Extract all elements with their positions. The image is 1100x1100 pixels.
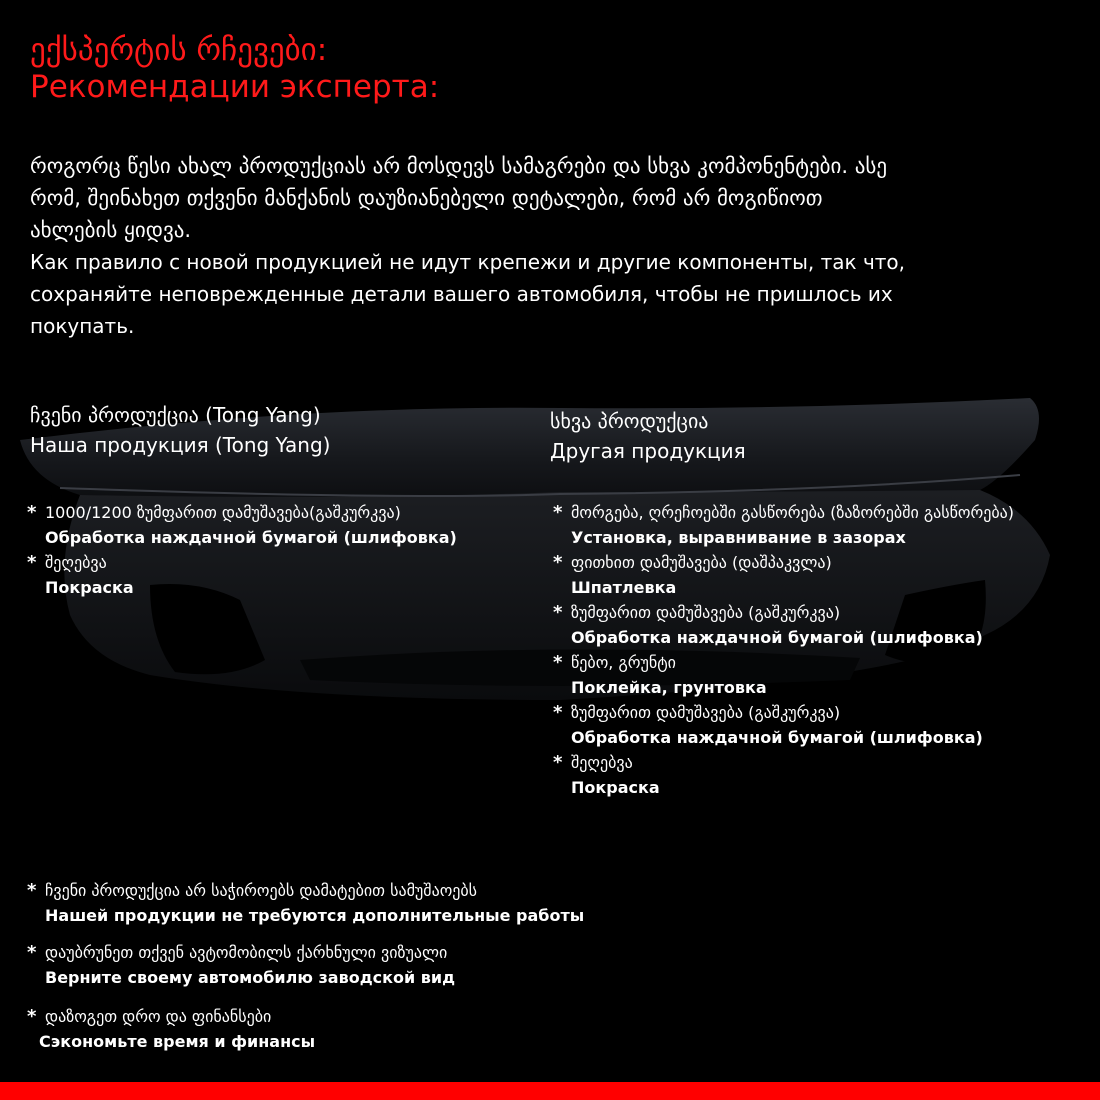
benefit-2: * დაუბრუნეთ თქვენ ავტომობილს ქარხნული ვიზუალი Верните своему автомобилю заводской вид [27,942,455,987]
list-item: * ზუმფარით დამუშავება (გაშკურკვა) Обработка наждачной бумагой (шлифовка) [553,702,983,747]
ours-heading [30,400,330,460]
intro-ru-line-3: покупать. [30,314,135,338]
ours-heading-ru: Наша продукция (Tong Yang) [30,433,331,457]
ours-list [27,500,457,600]
benefit-1: * ჩვენი პროდუქცია არ საჭიროებს დამატებით სამუშაოებს Нашей продукции не требуются дополнительные работы [27,880,585,925]
list-item: * ზუმფარით დამუშავება (გაშკურკვა) Обработка наждачной бумагой (шлифовка) [553,602,983,647]
ours-heading-ka: ჩვენი პროდუქცია (Tong Yang) [30,403,321,427]
bottom-red-bar [0,1082,1100,1100]
bullet-star: * [27,942,37,963]
bullet-star: * [553,702,563,723]
bullet-star: * [553,502,563,523]
bullet-star: * [553,552,563,573]
title-ru: Рекомендации эксперта: [30,69,440,105]
list-item: * წებო, გრუნტი Поклейка, грунтовка [553,652,767,697]
intro-ru-line-1: Как правило с новой продукцией не идут крепежи и другие компоненты, так что, [30,250,906,274]
title-ka: ექსპერტის რჩევები: [30,32,328,68]
other-list [553,500,1014,800]
benefit-3: * დაზოგეთ დრო და ფინანსები Сэкономьте время и финансы [27,1006,316,1051]
list-item: * მორგება, ღრეჩოებში გასწორება (ზაზორებში გასწორება) Установка, выравнивание в зазорах [553,502,1014,547]
intro-ka-line-3: ახლების ყიდვა. [30,218,192,242]
bullet-star: * [27,502,37,523]
intro-ka-line-1: როგორც წესი ახალ პროდუქციას არ მოსდევს სამაგრები და სხვა კომპონენტები. ასე [30,154,888,178]
other-heading-ka: სხვა პროდუქცია [550,409,709,433]
other-heading [550,406,746,466]
bullet-star: * [553,652,563,673]
bullet-star: * [553,752,563,773]
bullet-star: * [27,552,37,573]
list-item: * 1000/1200 ზუმფარით დამუშავება(გაშკურკვა) Обработка наждачной бумагой (шлифовка) [27,502,457,547]
bullet-star: * [27,1006,37,1027]
bullet-star: * [27,880,37,901]
intro-ru-line-2: сохраняйте неповрежденные детали вашего автомобиля, чтобы не пришлось их [30,282,893,306]
bullet-star: * [553,602,563,623]
list-item: * შეღებვა Покраска [27,552,134,597]
other-heading-ru: Другая продукция [550,439,746,463]
intro-paragraph [30,150,905,342]
list-item: * შეღებვა Покраска [553,752,660,797]
list-item: * ფითხით დამუშავება (დაშპაკვლა) Шпатлевка [553,552,832,597]
intro-ka-line-2: რომ, შეინახეთ თქვენი მანქანის დაუზიანებელი დეტალები, რომ არ მოგიწიოთ [30,186,823,210]
